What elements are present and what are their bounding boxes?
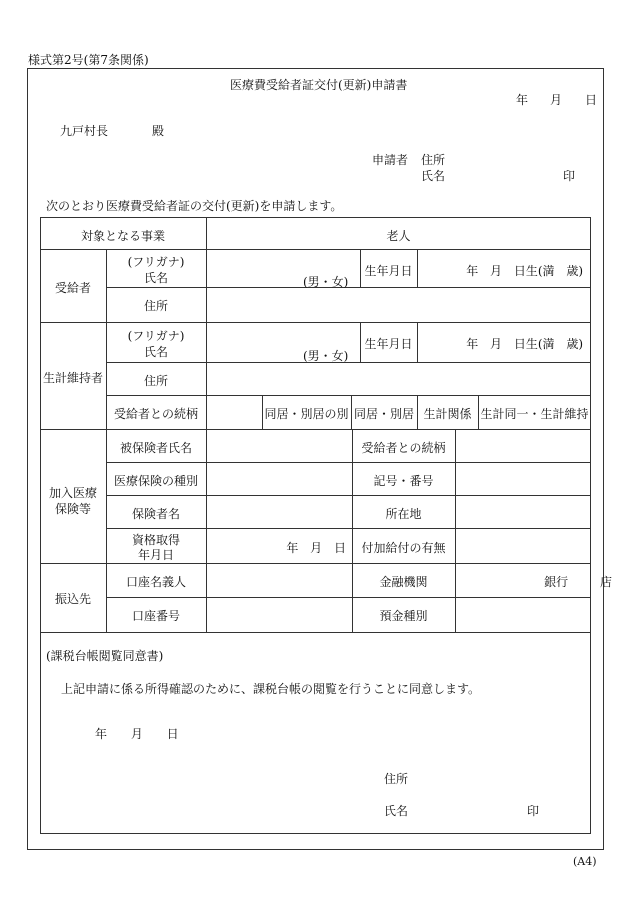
form-title: 医療費受給者証交付(更新)申請書 <box>230 78 408 92</box>
applicant-address-label: 住所 <box>421 153 446 167</box>
consent-seal: 印 <box>527 804 540 818</box>
supporter-name-label: 氏名 <box>143 345 168 359</box>
additional-benefit-label: 付加給付の有無 <box>361 541 446 555</box>
intro-text: 次のとおり医療費受給者証の交付(更新)を申請します。 <box>46 199 343 213</box>
insured-relation-label: 受給者との続柄 <box>361 441 446 455</box>
addressee-name: 九戸村長 <box>60 124 109 138</box>
livelihood-label: 生計関係 <box>423 407 472 421</box>
addressee-honorific: 殿 <box>152 124 165 138</box>
cohabitation-label: 同居・別居の別 <box>264 407 349 421</box>
deposit-type-label: 預金種別 <box>379 609 428 623</box>
date-year: 年 <box>516 93 529 107</box>
insurance-section-label-2: 保険等 <box>54 502 91 516</box>
consent-name-label: 氏名 <box>384 804 409 818</box>
account-holder-label: 口座名義人 <box>125 575 186 589</box>
acquired-date-label-2: 年月日 <box>137 548 174 562</box>
acquired-date-label-1: 資格取得 <box>131 533 180 547</box>
applicant-label: 申請者 <box>372 153 409 167</box>
supporter-birth-label: 生年月日 <box>364 337 413 351</box>
recipient-furigana-label: (フリガナ) <box>127 255 185 269</box>
supporter-gender: (男・女) <box>303 349 349 363</box>
recipient-section-label: 受給者 <box>54 281 91 295</box>
consent-heading: (課税台帳閲覧同意書) <box>46 649 164 663</box>
insured-name-label: 被保険者氏名 <box>119 441 192 455</box>
form-number: 様式第2号(第7条関係) <box>28 53 149 67</box>
paper-size-label: (A4) <box>573 855 597 868</box>
supporter-section-label: 生計維持者 <box>42 371 103 385</box>
insurance-section-label-1: 加入医療 <box>48 486 97 500</box>
date-month: 月 <box>550 93 563 107</box>
recipient-name-label: 氏名 <box>143 271 168 285</box>
insurance-type-label: 医療保険の種別 <box>113 474 198 488</box>
recipient-address-label: 住所 <box>143 299 168 313</box>
supporter-birth-value: 年 月 日生(満 歳) <box>466 337 583 351</box>
supporter-furigana-label: (フリガナ) <box>127 329 185 343</box>
consent-date: 年 月 日 <box>95 727 179 741</box>
program-value: 老人 <box>386 229 411 243</box>
bank-value: 銀行 店 <box>544 575 612 589</box>
insurer-location-label: 所在地 <box>385 507 422 521</box>
acquired-date-value: 年 月 日 <box>286 541 346 555</box>
transfer-section-label: 振込先 <box>54 592 91 606</box>
recipient-gender: (男・女) <box>303 275 349 289</box>
cohabitation-value: 同居・別居 <box>353 407 414 421</box>
bank-label: 金融機関 <box>379 575 428 589</box>
recipient-birth-label: 生年月日 <box>364 264 413 278</box>
recipient-birth-value: 年 月 日生(満 歳) <box>466 264 583 278</box>
supporter-relation-label: 受給者との続柄 <box>113 407 198 421</box>
symbol-number-label: 記号・番号 <box>373 474 434 488</box>
program-label: 対象となる事業 <box>80 229 165 243</box>
account-number-label: 口座番号 <box>131 609 180 623</box>
consent-text: 上記申請に係る所得確認のために、課税台帳の閲覧を行うことに同意します。 <box>61 682 481 696</box>
supporter-address-label: 住所 <box>143 374 168 388</box>
date-day: 日 <box>585 93 598 107</box>
applicant-seal: 印 <box>563 169 576 183</box>
consent-address-label: 住所 <box>384 772 409 786</box>
insurer-name-label: 保険者名 <box>131 507 180 521</box>
livelihood-value: 生計同一・生計維持 <box>480 407 589 421</box>
applicant-name-label: 氏名 <box>421 169 446 183</box>
